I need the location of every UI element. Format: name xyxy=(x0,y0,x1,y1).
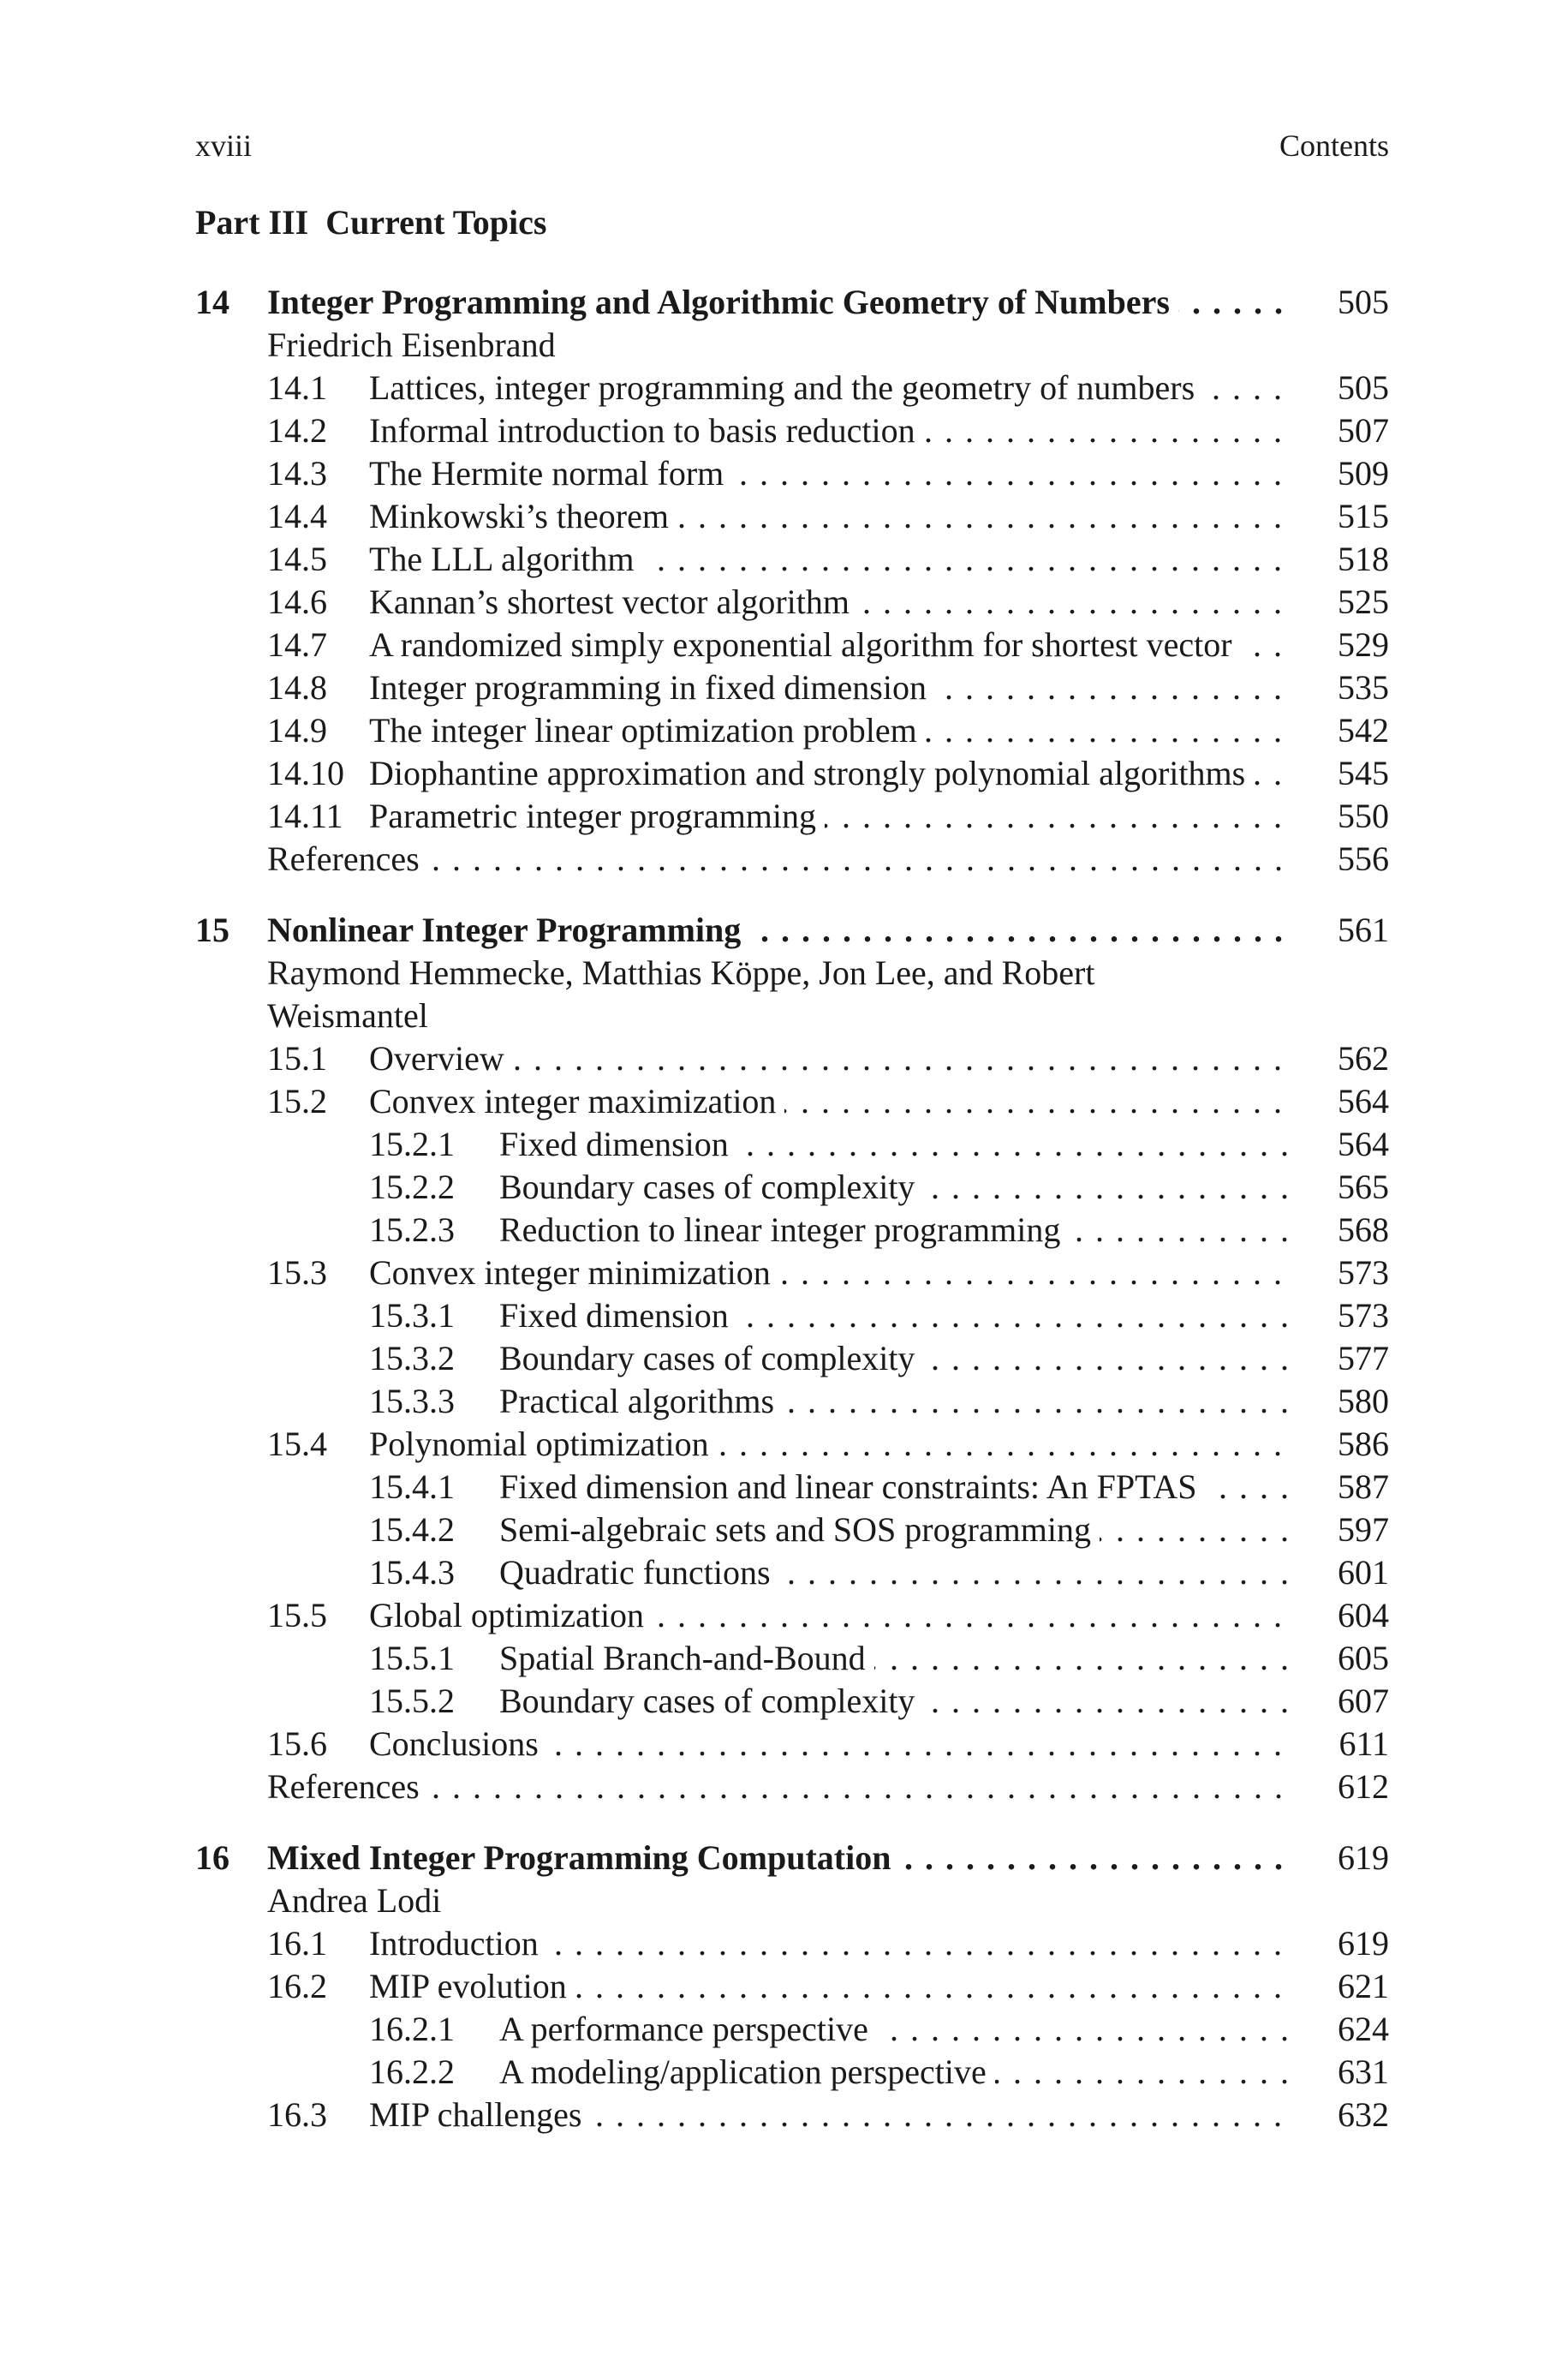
entry-title-text: Integer Programming and Algorithmic Geometry of Numbers xyxy=(267,283,1178,321)
part-name: Current Topics xyxy=(325,203,547,242)
entry-title xyxy=(369,452,1293,495)
entry-number: 15.3.1 xyxy=(369,1296,455,1335)
entry-title xyxy=(267,909,1293,952)
entry-title xyxy=(369,495,1293,538)
toc-entry-chapter[interactable] xyxy=(195,1837,1389,1879)
entry-number: 15.2.2 xyxy=(369,1168,455,1206)
entry-title xyxy=(499,1466,1293,1509)
entry-title-text: Diophantine approximation and strongly polynomial algorithms xyxy=(369,754,1254,792)
entry-number: 16.2 xyxy=(267,1967,327,2005)
entry-title xyxy=(369,1423,1293,1466)
entry-title xyxy=(369,1037,1293,1080)
toc-entry-ref[interactable] xyxy=(195,1766,1389,1808)
toc-entry-chapter[interactable] xyxy=(195,281,1389,324)
toc-entry-sec[interactable] xyxy=(195,495,1389,538)
entry-title xyxy=(369,2094,1293,2136)
entry-page: 509 xyxy=(1329,452,1389,495)
entry-title xyxy=(369,624,1293,666)
entry-page: 612 xyxy=(1329,1766,1389,1808)
entry-page: 556 xyxy=(1329,838,1389,881)
entry-title xyxy=(499,1551,1293,1594)
entry-page: 561 xyxy=(1329,909,1389,952)
toc-entry-sub[interactable] xyxy=(195,1294,1389,1337)
entry-page: 505 xyxy=(1329,367,1389,409)
toc-entry-sec[interactable] xyxy=(195,1423,1389,1466)
entry-number: 15.4.1 xyxy=(369,1467,455,1506)
entry-title-text: Fixed dimension xyxy=(499,1125,737,1163)
entry-title xyxy=(369,795,1293,838)
toc-entry-sub[interactable] xyxy=(195,1209,1389,1252)
entry-title xyxy=(267,1837,1293,1879)
entry-title-text: Quadratic functions xyxy=(499,1553,779,1592)
entry-number: 15.3.3 xyxy=(369,1382,455,1420)
entry-page: 619 xyxy=(1329,1837,1389,1879)
entry-number: 14.11 xyxy=(267,797,343,835)
entry-title-text: Practical algorithms xyxy=(499,1382,783,1420)
entry-title xyxy=(369,666,1293,709)
toc-entry-sec[interactable] xyxy=(195,1037,1389,1080)
running-head xyxy=(195,127,1389,164)
entry-page: 577 xyxy=(1329,1337,1389,1380)
entry-title xyxy=(499,2008,1293,2051)
entry-title-text: Semi-algebraic sets and SOS programming xyxy=(499,1510,1100,1549)
entry-title xyxy=(369,367,1293,409)
toc-entry-sec[interactable] xyxy=(195,409,1389,452)
toc-entry-sub[interactable] xyxy=(195,1509,1389,1551)
entry-page: 507 xyxy=(1329,409,1389,452)
entry-number: 15.2.3 xyxy=(369,1210,455,1249)
entry-page: 564 xyxy=(1329,1123,1389,1166)
page-number: xviii xyxy=(195,128,253,163)
entry-number: 14 xyxy=(195,283,230,321)
entry-title-text: Global optimization xyxy=(369,1596,653,1634)
entry-page: 573 xyxy=(1329,1294,1389,1337)
toc-entry-sub[interactable] xyxy=(195,2051,1389,2094)
toc-entry-sec[interactable] xyxy=(195,538,1389,581)
entry-title-text: Informal introduction to basis reduction xyxy=(369,411,924,450)
toc-entry-sec[interactable] xyxy=(195,752,1389,795)
running-title: Contents xyxy=(1279,128,1389,163)
entry-page: 518 xyxy=(1329,538,1389,581)
entry-page: 632 xyxy=(1329,2094,1389,2136)
table-of-contents xyxy=(195,281,1389,2136)
toc-entry-sub[interactable] xyxy=(195,2008,1389,2051)
entry-number: 16.1 xyxy=(267,1924,327,1963)
toc-entry-sub[interactable] xyxy=(195,1551,1389,1594)
entry-title xyxy=(499,1380,1293,1423)
entry-number: 15.3.2 xyxy=(369,1339,455,1377)
entry-title-text: Boundary cases of complexity xyxy=(499,1339,923,1377)
entry-number: 16 xyxy=(195,1838,230,1877)
entry-title-text: Boundary cases of complexity xyxy=(499,1168,923,1206)
entry-title-text: Integer programming in fixed dimension xyxy=(369,668,935,707)
entry-title-text: Introduction xyxy=(369,1924,547,1963)
entry-number: 15.2 xyxy=(267,1082,327,1120)
toc-entry-sec[interactable] xyxy=(195,1723,1389,1766)
entry-title-text: Polynomial optimization xyxy=(369,1425,718,1463)
entry-title xyxy=(369,1965,1293,2008)
entry-page: 535 xyxy=(1329,666,1389,709)
toc-entry-sub[interactable] xyxy=(195,1380,1389,1423)
entry-page: 587 xyxy=(1329,1466,1389,1509)
entry-title-text: MIP challenges xyxy=(369,2095,590,2134)
entry-title xyxy=(369,1080,1293,1123)
toc-entry-sec[interactable] xyxy=(195,1594,1389,1637)
chapter-gap xyxy=(195,1808,1389,1837)
entry-number: 14.10 xyxy=(267,754,344,792)
entry-title-text: Convex integer maximization xyxy=(369,1082,784,1120)
toc-entry-sec[interactable] xyxy=(195,1922,1389,1965)
entry-number: 16.2.1 xyxy=(369,2010,455,2048)
entry-title-text: Spatial Branch-and-Bound xyxy=(499,1639,874,1677)
entry-number: 14.6 xyxy=(267,583,327,621)
entry-page: 564 xyxy=(1329,1080,1389,1123)
entry-number: 14.3 xyxy=(267,454,327,493)
entry-page: 529 xyxy=(1329,624,1389,666)
entry-title-text: Mixed Integer Programming Computation xyxy=(267,1838,899,1877)
entry-number: 15.4 xyxy=(267,1425,327,1463)
entry-page: 597 xyxy=(1329,1509,1389,1551)
entry-page: 568 xyxy=(1329,1209,1389,1252)
entry-title-text: Kannan’s shortest vector algorithm xyxy=(369,583,858,621)
entry-title-text: The integer linear optimization problem xyxy=(369,711,926,750)
toc-entry-sub[interactable] xyxy=(195,1166,1389,1209)
chapter-gap xyxy=(195,881,1389,909)
entry-number: 14.7 xyxy=(267,625,327,664)
entry-title xyxy=(369,1922,1293,1965)
toc-entry-ref[interactable] xyxy=(195,838,1389,881)
entry-title xyxy=(499,1509,1293,1551)
entry-title xyxy=(369,538,1293,581)
entry-title-text: Convex integer minimization xyxy=(369,1253,779,1292)
entry-title-text: Lattices, integer programming and the geometry of numbers xyxy=(369,368,1203,407)
entry-title xyxy=(369,752,1293,795)
entry-number: 15 xyxy=(195,911,230,949)
toc-entry-sec[interactable] xyxy=(195,1252,1389,1294)
entry-title xyxy=(369,581,1293,624)
entry-page: 605 xyxy=(1329,1637,1389,1680)
entry-title-text: Minkowski’s theorem xyxy=(369,497,677,535)
toc-entry-sec[interactable] xyxy=(195,666,1389,709)
toc-entry-sec[interactable] xyxy=(195,2094,1389,2136)
toc-entry-sec[interactable] xyxy=(195,709,1389,752)
entry-page: 505 xyxy=(1329,281,1389,324)
entry-number: 15.3 xyxy=(267,1253,327,1292)
entry-number: 14.5 xyxy=(267,540,327,578)
entry-title xyxy=(369,409,1293,452)
entry-page: 550 xyxy=(1329,795,1389,838)
part-label: Part III xyxy=(195,203,309,242)
entry-title-text: References xyxy=(267,839,428,878)
entry-title xyxy=(499,2051,1293,2094)
entry-page: 611 xyxy=(1330,1723,1389,1766)
entry-number: 14.9 xyxy=(267,711,327,750)
entry-title xyxy=(499,1123,1293,1166)
entry-title-text: Parametric integer programming xyxy=(369,797,825,835)
entry-page: 573 xyxy=(1329,1252,1389,1294)
entry-title-text: A randomized simply exponential algorithm for shortest vector xyxy=(369,625,1241,664)
chapter-authors: Raymond Hemmecke, Matthias Köppe, Jon Lee, and Robert Weismantel xyxy=(267,953,1095,1035)
entry-title xyxy=(499,1166,1293,1209)
entry-title xyxy=(267,1766,1293,1808)
entry-number: 14.1 xyxy=(267,368,327,407)
entry-title-text: The Hermite normal form xyxy=(369,454,732,493)
entry-title-text: Boundary cases of complexity xyxy=(499,1682,923,1720)
chapter-authors: Friedrich Eisenbrand xyxy=(267,326,556,364)
entry-page: 586 xyxy=(1329,1423,1389,1466)
entry-page: 580 xyxy=(1329,1380,1389,1423)
entry-number: 14.8 xyxy=(267,668,327,707)
entry-page: 619 xyxy=(1329,1922,1389,1965)
toc-entry-sec[interactable] xyxy=(195,367,1389,409)
entry-page: 607 xyxy=(1329,1680,1389,1723)
entry-title xyxy=(499,1680,1293,1723)
entry-page: 624 xyxy=(1329,2008,1389,2051)
entry-title-text: A performance perspective xyxy=(499,2010,877,2048)
toc-entry-sec[interactable] xyxy=(195,624,1389,666)
entry-title xyxy=(369,1594,1293,1637)
entry-title-text: Conclusions xyxy=(369,1724,547,1763)
toc-entry-sub[interactable] xyxy=(195,1337,1389,1380)
chapter-authors: Andrea Lodi xyxy=(267,1881,442,1920)
entry-number: 15.5 xyxy=(267,1596,327,1634)
toc-entry-sub[interactable] xyxy=(195,1637,1389,1680)
entry-page: 565 xyxy=(1329,1166,1389,1209)
entry-page: 525 xyxy=(1329,581,1389,624)
entry-title-text: Overview xyxy=(369,1039,513,1078)
entry-number: 16.3 xyxy=(267,2095,327,2134)
entry-page: 542 xyxy=(1329,709,1389,752)
entry-page: 601 xyxy=(1329,1551,1389,1594)
entry-title xyxy=(499,1337,1293,1380)
entry-number: 14.4 xyxy=(267,497,327,535)
toc-entry-chapter[interactable] xyxy=(195,909,1389,952)
part-title xyxy=(195,199,563,247)
entry-title xyxy=(369,1252,1293,1294)
entry-number: 16.2.2 xyxy=(369,2052,455,2091)
entry-number: 15.4.3 xyxy=(369,1553,455,1592)
entry-page: 631 xyxy=(1329,2051,1389,2094)
entry-number: 15.5.1 xyxy=(369,1639,455,1677)
entry-number: 14.2 xyxy=(267,411,327,450)
entry-title xyxy=(499,1294,1293,1337)
entry-title xyxy=(499,1209,1293,1252)
entry-title xyxy=(267,281,1293,324)
entry-page: 562 xyxy=(1329,1037,1389,1080)
entry-title-text: Nonlinear Integer Programming xyxy=(267,911,749,949)
toc-entry-sec[interactable] xyxy=(195,1965,1389,2008)
toc-entry-sub[interactable] xyxy=(195,1680,1389,1723)
entry-title-text: References xyxy=(267,1767,428,1806)
entry-page: 621 xyxy=(1329,1965,1389,2008)
toc-entry-sec[interactable] xyxy=(195,581,1389,624)
entry-title-text: The LLL algorithm xyxy=(369,540,643,578)
entry-title-text: Reduction to linear integer programming xyxy=(499,1210,1069,1249)
entry-page: 545 xyxy=(1329,752,1389,795)
entry-number: 15.1 xyxy=(267,1039,327,1078)
toc-entry-sec[interactable] xyxy=(195,1080,1389,1123)
entry-title xyxy=(499,1637,1293,1680)
toc-entry-sec[interactable] xyxy=(195,452,1389,495)
entry-page: 604 xyxy=(1329,1594,1389,1637)
toc-entry-sub[interactable] xyxy=(195,1123,1389,1166)
entry-title-text: MIP evolution xyxy=(369,1967,575,2005)
entry-number: 15.4.2 xyxy=(369,1510,455,1549)
toc-entry-sub[interactable] xyxy=(195,1466,1389,1509)
toc-entry-sec[interactable] xyxy=(195,795,1389,838)
entry-title-text: A modeling/application perspective xyxy=(499,2052,995,2091)
entry-title xyxy=(267,838,1293,881)
entry-number: 15.5.2 xyxy=(369,1682,455,1720)
entry-title xyxy=(369,1723,1293,1766)
entry-title-text: Fixed dimension and linear constraints: An FPTAS xyxy=(499,1467,1206,1506)
entry-number: 15.6 xyxy=(267,1724,327,1763)
entry-title-text: Fixed dimension xyxy=(499,1296,737,1335)
entry-title xyxy=(369,709,1293,752)
entry-number: 15.2.1 xyxy=(369,1125,455,1163)
entry-page: 515 xyxy=(1329,495,1389,538)
